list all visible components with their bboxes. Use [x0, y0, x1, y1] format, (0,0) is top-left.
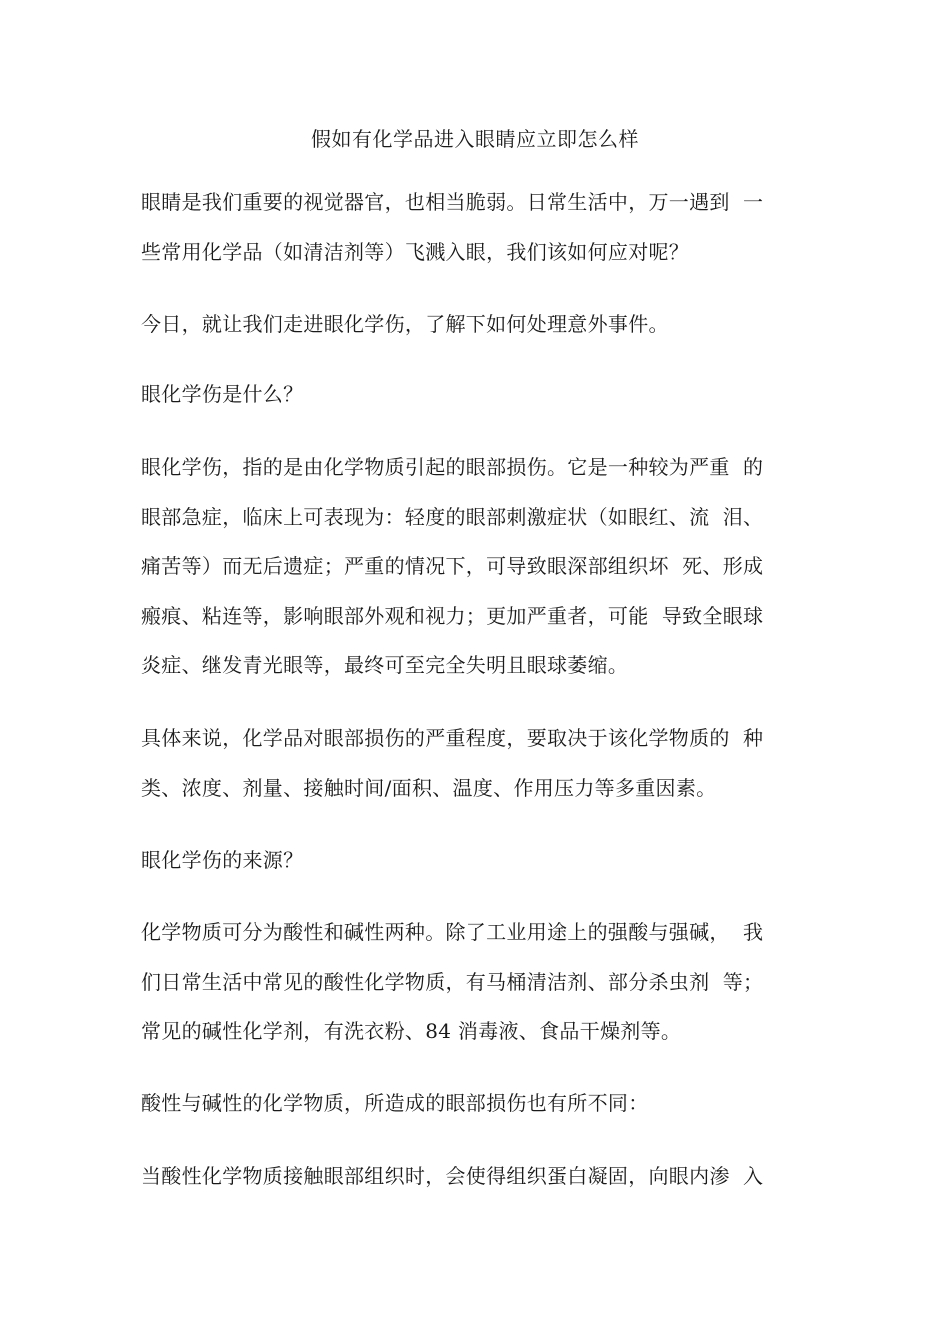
- section-heading-what: [141, 370, 803, 420]
- paragraph-intro: [141, 178, 803, 277]
- text-line: 们日常生活中常见的酸性化学物质，有马桶清洁剂、部分杀虫剂 等；: [141, 969, 764, 994]
- paragraph-sources: [141, 908, 803, 1057]
- text-line: 瘢痕、粘连等，影响眼部外观和视力；更加严重者，可能 导致全眼球: [141, 603, 764, 628]
- text-line: 眼化学伤的来源？: [141, 848, 304, 872]
- text-line: 当酸性化学物质接触眼部组织时，会使得组织蛋白凝固，向眼内渗 入: [141, 1164, 764, 1188]
- text-line: 今日，就让我们走进眼化学伤，了解下如何处理意外事件。: [141, 312, 669, 336]
- text-line: 痛苦等）而无后遗症；严重的情况下，可导致眼深部组织坏 死、形成: [141, 554, 764, 578]
- text-line: 眼化学伤是什么？: [141, 382, 304, 406]
- text-line: 化学物质可分为酸性和碱性两种。除了工业用途上的强酸与强碱， 我: [141, 920, 764, 944]
- text-line: 眼化学伤，指的是由化学物质引起的眼部损伤。它是一种较为严重 的: [141, 455, 764, 479]
- text-line: 常见的碱性化学剂，有洗衣粉、84 消毒液、食品干燥剂等。: [141, 1019, 682, 1043]
- paragraph-difference: [141, 1079, 803, 1129]
- text-line: 酸性与碱性的化学物质，所造成的眼部损伤也有所不同：: [141, 1091, 649, 1115]
- paragraph-definition: [141, 443, 803, 691]
- text-line: 类、浓度、剂量、接触时间/面积、温度、作用压力等多重因素。: [141, 775, 717, 800]
- text-line: 眼部急症，临床上可表现为：轻度的眼部刺激症状（如眼红、流 泪、: [141, 504, 764, 529]
- text-line: 炎症、继发青光眼等，最终可至完全失明且眼球萎缩。: [141, 653, 629, 677]
- paragraph-today: [141, 300, 803, 350]
- document-title: 假如有化学品进入眼睛应立即怎么样: [311, 127, 639, 151]
- paragraph-acid: [141, 1152, 803, 1202]
- section-heading-source: [141, 836, 803, 886]
- text-line: 眼睛是我们重要的视觉器官，也相当脆弱。日常生活中，万一遇到 一: [141, 190, 764, 214]
- paragraph-severity: [141, 714, 803, 813]
- text-line: 些常用化学品（如清洁剂等）飞溅入眼，我们该如何应对呢？: [141, 239, 690, 264]
- text-line: 具体来说，化学品对眼部损伤的严重程度，要取决于该化学物质的 种: [141, 726, 764, 750]
